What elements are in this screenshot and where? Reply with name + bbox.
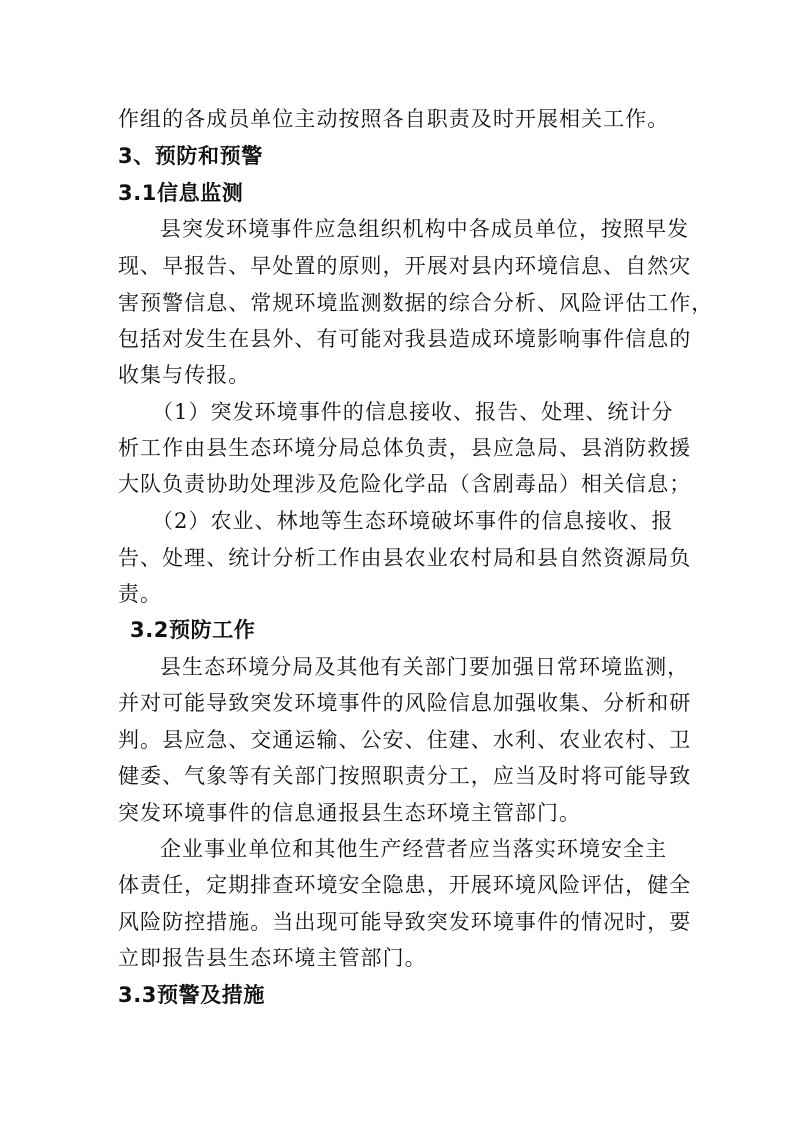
body-text-line: 害预警信息、常规环境监测数据的综合分析、风险评估工作， (118, 291, 714, 315)
body-text-line: （2）农业、林地等生态环境破坏事件的信息接收、报 (152, 509, 674, 533)
body-text-line: 现、早报告、早处置的原则，开展对县内环境信息、自然灾 (118, 254, 692, 278)
body-text-line: 健委、气象等有关部门按照职责分工，应当及时将可能导致 (118, 764, 692, 788)
body-text-line: 判。县应急、交通运输、公安、住建、水利、农业农村、卫 (118, 728, 692, 752)
body-text-line: 大队负责协助处理涉及危险化学品（含剧毒品）相关信息； (118, 472, 692, 496)
body-text-line: 并对可能导致突发环境事件的风险信息加强收集、分析和研 (118, 691, 692, 715)
section-heading-3: 3、预防和预警 (118, 144, 263, 168)
body-text-line: 突发环境事件的信息通报县生态环境主管部门。 (118, 801, 582, 825)
body-text-line: 立即报告县生态环境主管部门。 (118, 946, 427, 970)
body-text-line: 告、处理、统计分析工作由县农业农村局和县自然资源局负 (118, 546, 692, 570)
paragraph-continuation-line: 作组的各成员单位主动按照各自职责及时开展相关工作。 (118, 107, 670, 131)
body-text-line: 责。 (118, 582, 163, 606)
subsection-heading-3-3: 3.3预警及措施 (118, 983, 266, 1007)
body-text-line: 析工作由县生态环境分局总体负责，县应急局、县消防救援 (118, 436, 692, 460)
body-text-line: （1）突发环境事件的信息接收、报告、处理、统计分 (152, 400, 674, 424)
body-text-line: 收集与传报。 (118, 363, 251, 387)
body-text-line: 包括对发生在县外、有可能对我县造成环境影响事件信息的 (118, 327, 692, 351)
body-text-line: 体责任，定期排查环境安全隐患，开展环境风险评估，健全 (118, 873, 692, 897)
body-text-line: 企业事业单位和其他生产经营者应当落实环境安全主 (160, 837, 668, 861)
body-text-line: 县生态环境分局及其他有关部门要加强日常环境监测， (160, 655, 690, 679)
body-text-line: 风险防控措施。当出现可能导致突发环境事件的情况时，要 (118, 910, 692, 934)
subsection-heading-3-2: 3.2预防工作 (130, 618, 256, 642)
body-text-line: 县突发环境事件应急组织机构中各成员单位，按照早发 (160, 217, 690, 241)
subsection-heading-3-1: 3.1信息监测 (118, 181, 244, 205)
